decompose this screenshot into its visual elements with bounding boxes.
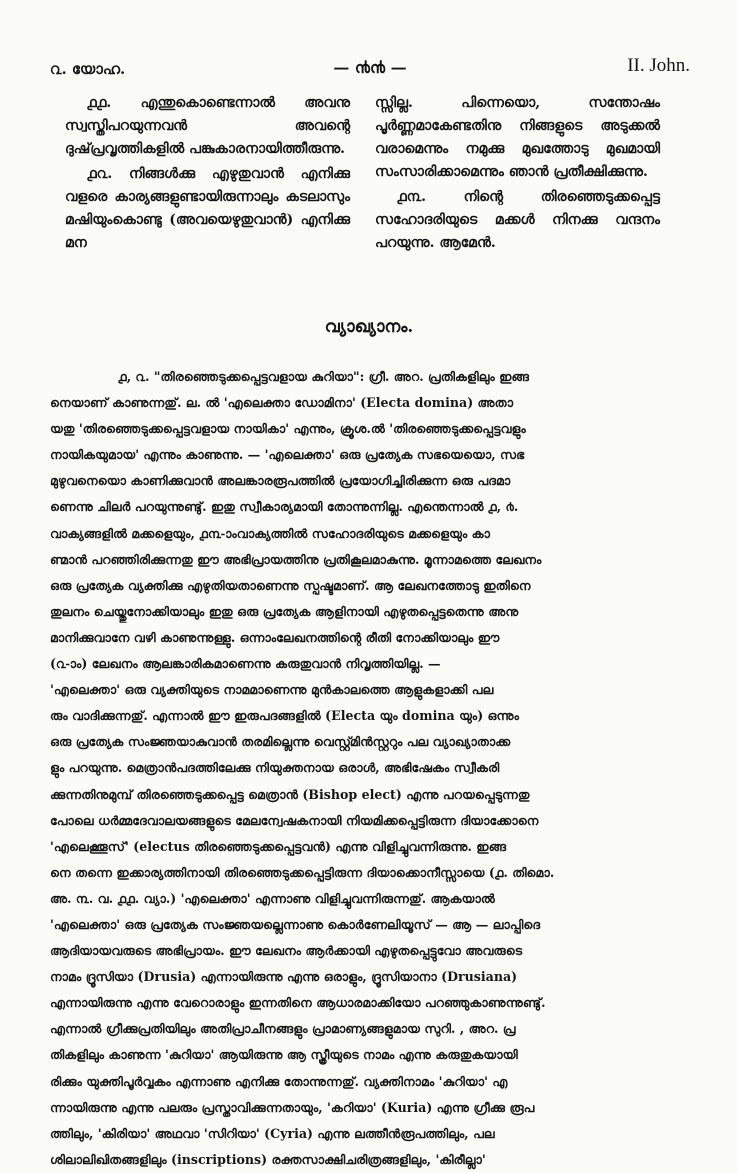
commentary-line: രിക്കും യുക്തിപൂർവ്വകം എന്നാണു എനിക്കു തോന്നുന്നതു്. വ്യക്തിനാമം 'കുറിയാ' എ bbox=[50, 1073, 508, 1089]
commentary-line: തികളിലും കാണുന്ന 'കുറിയാ' ആയിരുന്നു ആ സ്ത്രീയുടെ നാമം എന്നു കരുതുകയായി bbox=[50, 1047, 518, 1063]
commentary-line: മാനിക്കുവാനേ വഴി കാണുന്നുള്ളു. ഒന്നാംലേഖനത്തിന്റെ രീതി നോക്കിയാലും ഈ bbox=[50, 629, 500, 645]
commentary-line: ശിലാലിഖിതങ്ങളിലും (inscriptions) രക്തസാക്ഷിചരിത്രങ്ങളിലും, 'കിരീല്ലാ' bbox=[50, 1151, 486, 1167]
verse-11: ൧൧. എന്തുകൊണ്ടെന്നാൽ അവനു സ്വസ്തിപറയുന്നവൻ അവന്റെ ദുഷ്‌പ്രവൃത്തികളിൽ പങ്കുകാരനായിത്തീരുന്നു. bbox=[65, 95, 350, 157]
commentary-line: ഒരു പ്രത്യേക സംജ്ഞയാകുവാൻ തരമില്ലെന്നു വെസ്റ്റ്മിൻസ്റ്ററും പല വ്യാഖ്യാതാക്ക bbox=[50, 734, 511, 750]
page-number: — ൯൯ — bbox=[333, 58, 407, 77]
commentary-line: ക്കുന്നതിനുമുമ്പ് തിരഞ്ഞെടുക്കപ്പെട്ട മെത്രാൻ (Bishop elect) എന്നു പറയപ്പെടുന്നതു bbox=[50, 786, 530, 802]
running-head-chapter: ൨. യോഹ. bbox=[50, 60, 126, 78]
commentary-line: ണെന്നു ചിലർ പറയുന്നുണ്ടു്. ഇതു സ്വീകാര്യമായി തോന്നുന്നില്ല. എന്തെന്നാൽ ൧, ൪. bbox=[50, 499, 519, 515]
commentary-line: വാക്യങ്ങളിൽ മക്കളെയും, ൧൩-ാംവാക്യത്തിൽ സഹോദരിയുടെ മക്കളെയും കാ bbox=[50, 525, 491, 541]
commentary-line: എന്നായിരുന്നു എന്നു വേറൊരാളും ഇന്നതിനെ ആധാരമാക്കിയോ പറഞ്ഞുകാണുന്നുണ്ടു്. bbox=[50, 995, 546, 1011]
commentary-line: ത്തിലും, 'കിരിയാ' അഥവാ 'സിറിയാ' (Cyria) എന്നു ലത്തീൻരൂപത്തിലും, പല bbox=[50, 1125, 495, 1141]
commentary-line: രും വാദിക്കുന്നതു്. എന്നാൽ ഈ ഇരുപദങ്ങളിൽ (Electa യും domina യും) ഒന്നും bbox=[50, 708, 519, 724]
commentary-line: എന്നാൽ ഗ്രീക്കുപ്രതിയിലും അതിപ്രാചീനങ്ങളും പ്രാമാണ്യങ്ങളുമായ സുറി. , അറ. പ്ര bbox=[50, 1021, 516, 1037]
commentary-line: ഒരു പ്രത്യേക വ്യക്തിക്കു എഴുതിയതാണെന്നു സ്പഷ്ടമാണ്. ആ ലേഖനത്തോടു ഇതിനെ bbox=[50, 577, 531, 593]
commentary-line: അ. ൩. വ. ൧൧. വ്യാ.) 'എലെക്താ' എന്നാണു വിളിച്ചുവന്നിരുന്നതു്. ആകയാൽ bbox=[50, 890, 495, 906]
commentary-heading: വ്യാഖ്യാനം. bbox=[324, 317, 414, 337]
verse-12-continued: സ്സില്ല. പിന്നെയൊ, സന്തോഷം പൂർണ്ണമാകേണ്ടതിനു നിങ്ങളുടെ അടുക്കൽ വരാമെന്നും നമുക്കു മുഖത്തോടു മുഖമായി സംസാരിക്കാമെന്നും ഞാൻ പ്രതീക്ഷിക്കുന്നു. bbox=[375, 95, 660, 180]
running-head bbox=[50, 55, 690, 84]
commentary-line: 'എലെക്തൂസ്' (electus തിരഞ്ഞെടുക്കപ്പെട്ടവൻ) എന്നു വിളിച്ചുവന്നിരുന്നു. ഇങ്ങ bbox=[50, 838, 507, 854]
commentary-line: നെയാണ് കാണുന്നതു്. ല. ൽ 'എലെക്താ ഡോമിനാ' (Electa domina) അതാ bbox=[50, 395, 514, 411]
verse-12: ൧൨. നിങ്ങൾക്കു എഴുതുവാൻ എനിക്കു വളരെ കാര്യങ്ങളുണ്ടായിരുന്നാലും കടലാസും മഷിയുംകൊണ്ടു (അവയെഴുതുവാൻ) എനിക്കു മന bbox=[65, 166, 350, 251]
commentary-line: (൨-ാം) ലേഖനം ആലങ്കാരികമാണെന്നു കരുതുവാൻ നിവൃത്തിയില്ല. — bbox=[50, 656, 441, 672]
verse-column-left bbox=[65, 92, 350, 257]
verse-13: ൧൩. നിന്റെ തിരഞ്ഞെടുക്കപ്പെട്ട സഹോദരിയുടെ മക്കൾ നിനക്കു വന്ദനം പറയുന്നു. ആമേൻ. bbox=[375, 189, 660, 251]
commentary-line: മുഴുവനെയൊ കാണിക്കുവാൻ അലങ്കാരരൂപത്തിൽ പ്രയോഗിച്ചിരിക്കുന്ന ഒരു പദമാ bbox=[50, 473, 511, 489]
commentary-line: നായികയുമായ' എന്നും കാണുന്നു. — 'എലെക്താ' ഒരു പ്രത്യേക സഭയെയൊ, സഭ bbox=[50, 447, 525, 463]
commentary-line: ൧, ൨. "തിരഞ്ഞെടുക്കപ്പെട്ടവളായ കുറിയാ": ഗ്രീ. അറ. പ്രതികളിലും ഇങ്ങ bbox=[118, 369, 530, 384]
verse-column-right bbox=[375, 92, 660, 257]
commentary-line: നെ തന്നെ ഇക്കാര്യത്തിനായി തിരഞ്ഞെടുക്കപ്പെട്ടിരുന്ന ദിയാക്കൊനീസ്സായെ (൧. തിമൊ. bbox=[50, 864, 555, 880]
commentary-line: ണ്മാൻ പറഞ്ഞിരിക്കുന്നതു ഈ അഭിപ്രായത്തിനു പ്രതികൂലമാകുന്നു. മൂന്നാമത്തെ ലേഖനം bbox=[50, 551, 542, 567]
commentary-line: ന്നായിരുന്നു എന്നു പലരും പ്രസ്താവിക്കുന്നതായും, 'കറിയാ' (Kuria) എന്നു ഗ്രീക്കു രൂപ bbox=[50, 1099, 535, 1115]
commentary-line: തുലനം ചെയ്തുനോക്കിയാലും ഇതു ഒരു പ്രത്യേക ആളിനായി എഴുതപ്പെട്ടതെന്നു അനു bbox=[50, 603, 519, 619]
commentary-line: ളും പറയുന്നു. മെത്രാൻപദത്തിലേക്കു നിയുക്തനായ ഒരാൾ, അഭിഷേകം സ്വീകരി bbox=[50, 760, 500, 776]
commentary-line: യതു 'തിരഞ്ഞെടുക്കപ്പെട്ടവളായ നായികാ' എന്നും, ക്രൂശ.ൽ 'തിരഞ്ഞെടുക്കപ്പെട്ടവളും bbox=[50, 421, 526, 437]
commentary-line: 'എലെക്താ' ഒരു പ്രത്യേക സംജ്ഞയല്ലെന്നാണു കൊർണേലിയൂസ് — ആ — ലാപ്പിദെ bbox=[50, 916, 541, 932]
commentary-line: നാമം ദ്രൂസിയാ (Drusia) എന്നായിരുന്നു എന്നു ഒരാളും, ദ്രൂസിയാനാ (Drusiana) bbox=[50, 969, 518, 985]
commentary-line: പോലെ ധർമ്മദേവാലയങ്ങളുടെ മേലന്വേഷകനായി നിയമിക്കപ്പെട്ടിരുന്ന ദിയാക്കോനെ bbox=[50, 812, 539, 828]
running-head-book: II. John. bbox=[627, 55, 690, 76]
commentary-line: ആദിയായവരുടെ അഭിപ്രായം. ഈ ലേഖനം ആർക്കായി എഴുതപ്പെട്ടുവോ അവരുടെ bbox=[50, 943, 523, 959]
commentary-body bbox=[50, 364, 690, 1173]
commentary-line: 'എലെക്താ' ഒരു വ്യക്തിയുടെ നാമമാണെന്നു മുൻകാലത്തെ ആളുകളാക്കി പല bbox=[50, 682, 494, 698]
